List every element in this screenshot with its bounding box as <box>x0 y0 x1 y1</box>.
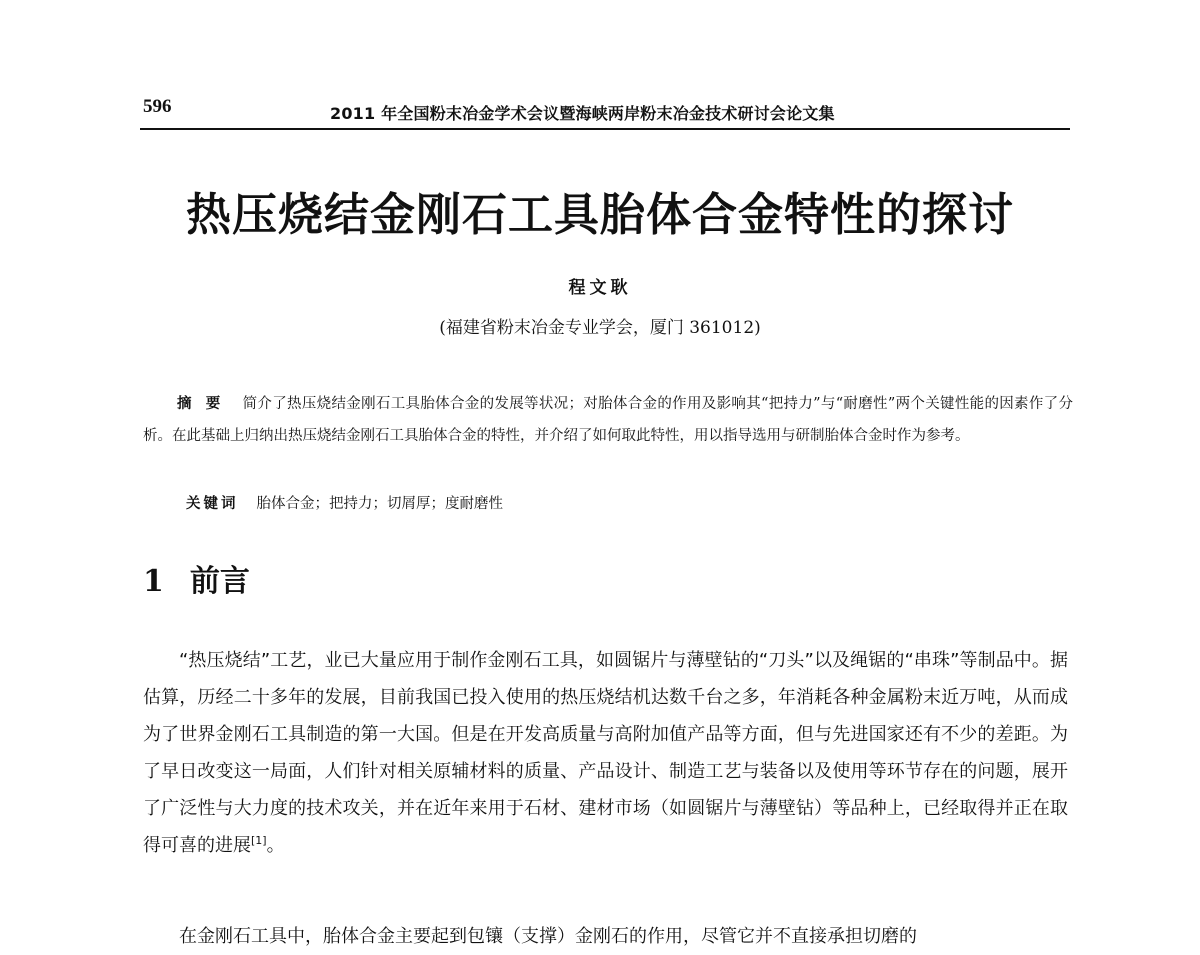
body-paragraph <box>143 918 1068 955</box>
section-heading <box>143 556 250 600</box>
paper-title: 热压烧结金刚石工具胎体合金特性的探讨 <box>185 188 1014 241</box>
body-paragraph <box>143 642 1068 864</box>
section-title: 前言 <box>189 564 250 599</box>
keywords-text: 胎体合金；把持力；切屑厚；度耐磨性 <box>256 496 503 512</box>
keywords-label: 关键词 <box>186 495 239 512</box>
page-number: 596 <box>143 96 172 117</box>
abstract-text: 简介了热压烧结金刚石工具胎体合金的发展等状况；对胎体合金的作用及影响其“把持力”与“耐磨性”两个关键性能的因素作了分析。在此基础上归纳出热压烧结金刚石工具胎体合金的特性，并介绍了如何取此特性，用以指导选用与研制胎体合金时作为参考。 <box>143 396 1073 444</box>
author-affiliation: (福建省粉末冶金专业学会，厦门 361012) <box>439 318 761 338</box>
section-number: 1 <box>143 564 164 599</box>
author-name: 程文耿 <box>568 278 632 298</box>
keywords <box>186 492 503 513</box>
header-rule <box>140 128 1070 130</box>
paragraph-text: 在金刚石工具中，胎体合金主要起到包镶（支撑）金刚石的作用，尽管它并不直接承担切磨的 <box>179 926 917 947</box>
running-head: 2011 年全国粉末冶金学术会议暨海峡两岸粉末冶金技术研讨会论文集 <box>330 104 835 123</box>
abstract-label: 摘要 <box>177 395 235 412</box>
paragraph-text: “热压烧结”工艺，业已大量应用于制作金刚石工具，如圆锯片与薄壁钻的“刀头”以及绳锯的“串珠”等制品中。据估算，历经二十多年的发展，目前我国已投入使用的热压烧结机达数千台之多，年消耗各种金属粉末近万吨，从而成为了世界金刚石工具制造的第一大国。但是在开发高质量与高附加值产品等方面，但与先进国家还有不少的差距。为了早日改变这一局面，人们针对相关原辅材料的质量、产品设计、制造工艺与装备以及使用等环节存在的问题，展开了广泛性与大力度的技术攻关，并在近年来用于石材、建材市场（如圆锯片与薄壁钻）等品种上，已经取得并正在取得可喜的进展 <box>143 650 1068 856</box>
paragraph-end: 。 <box>266 835 285 856</box>
abstract <box>143 388 1073 452</box>
citation-ref: [1] <box>251 834 267 847</box>
